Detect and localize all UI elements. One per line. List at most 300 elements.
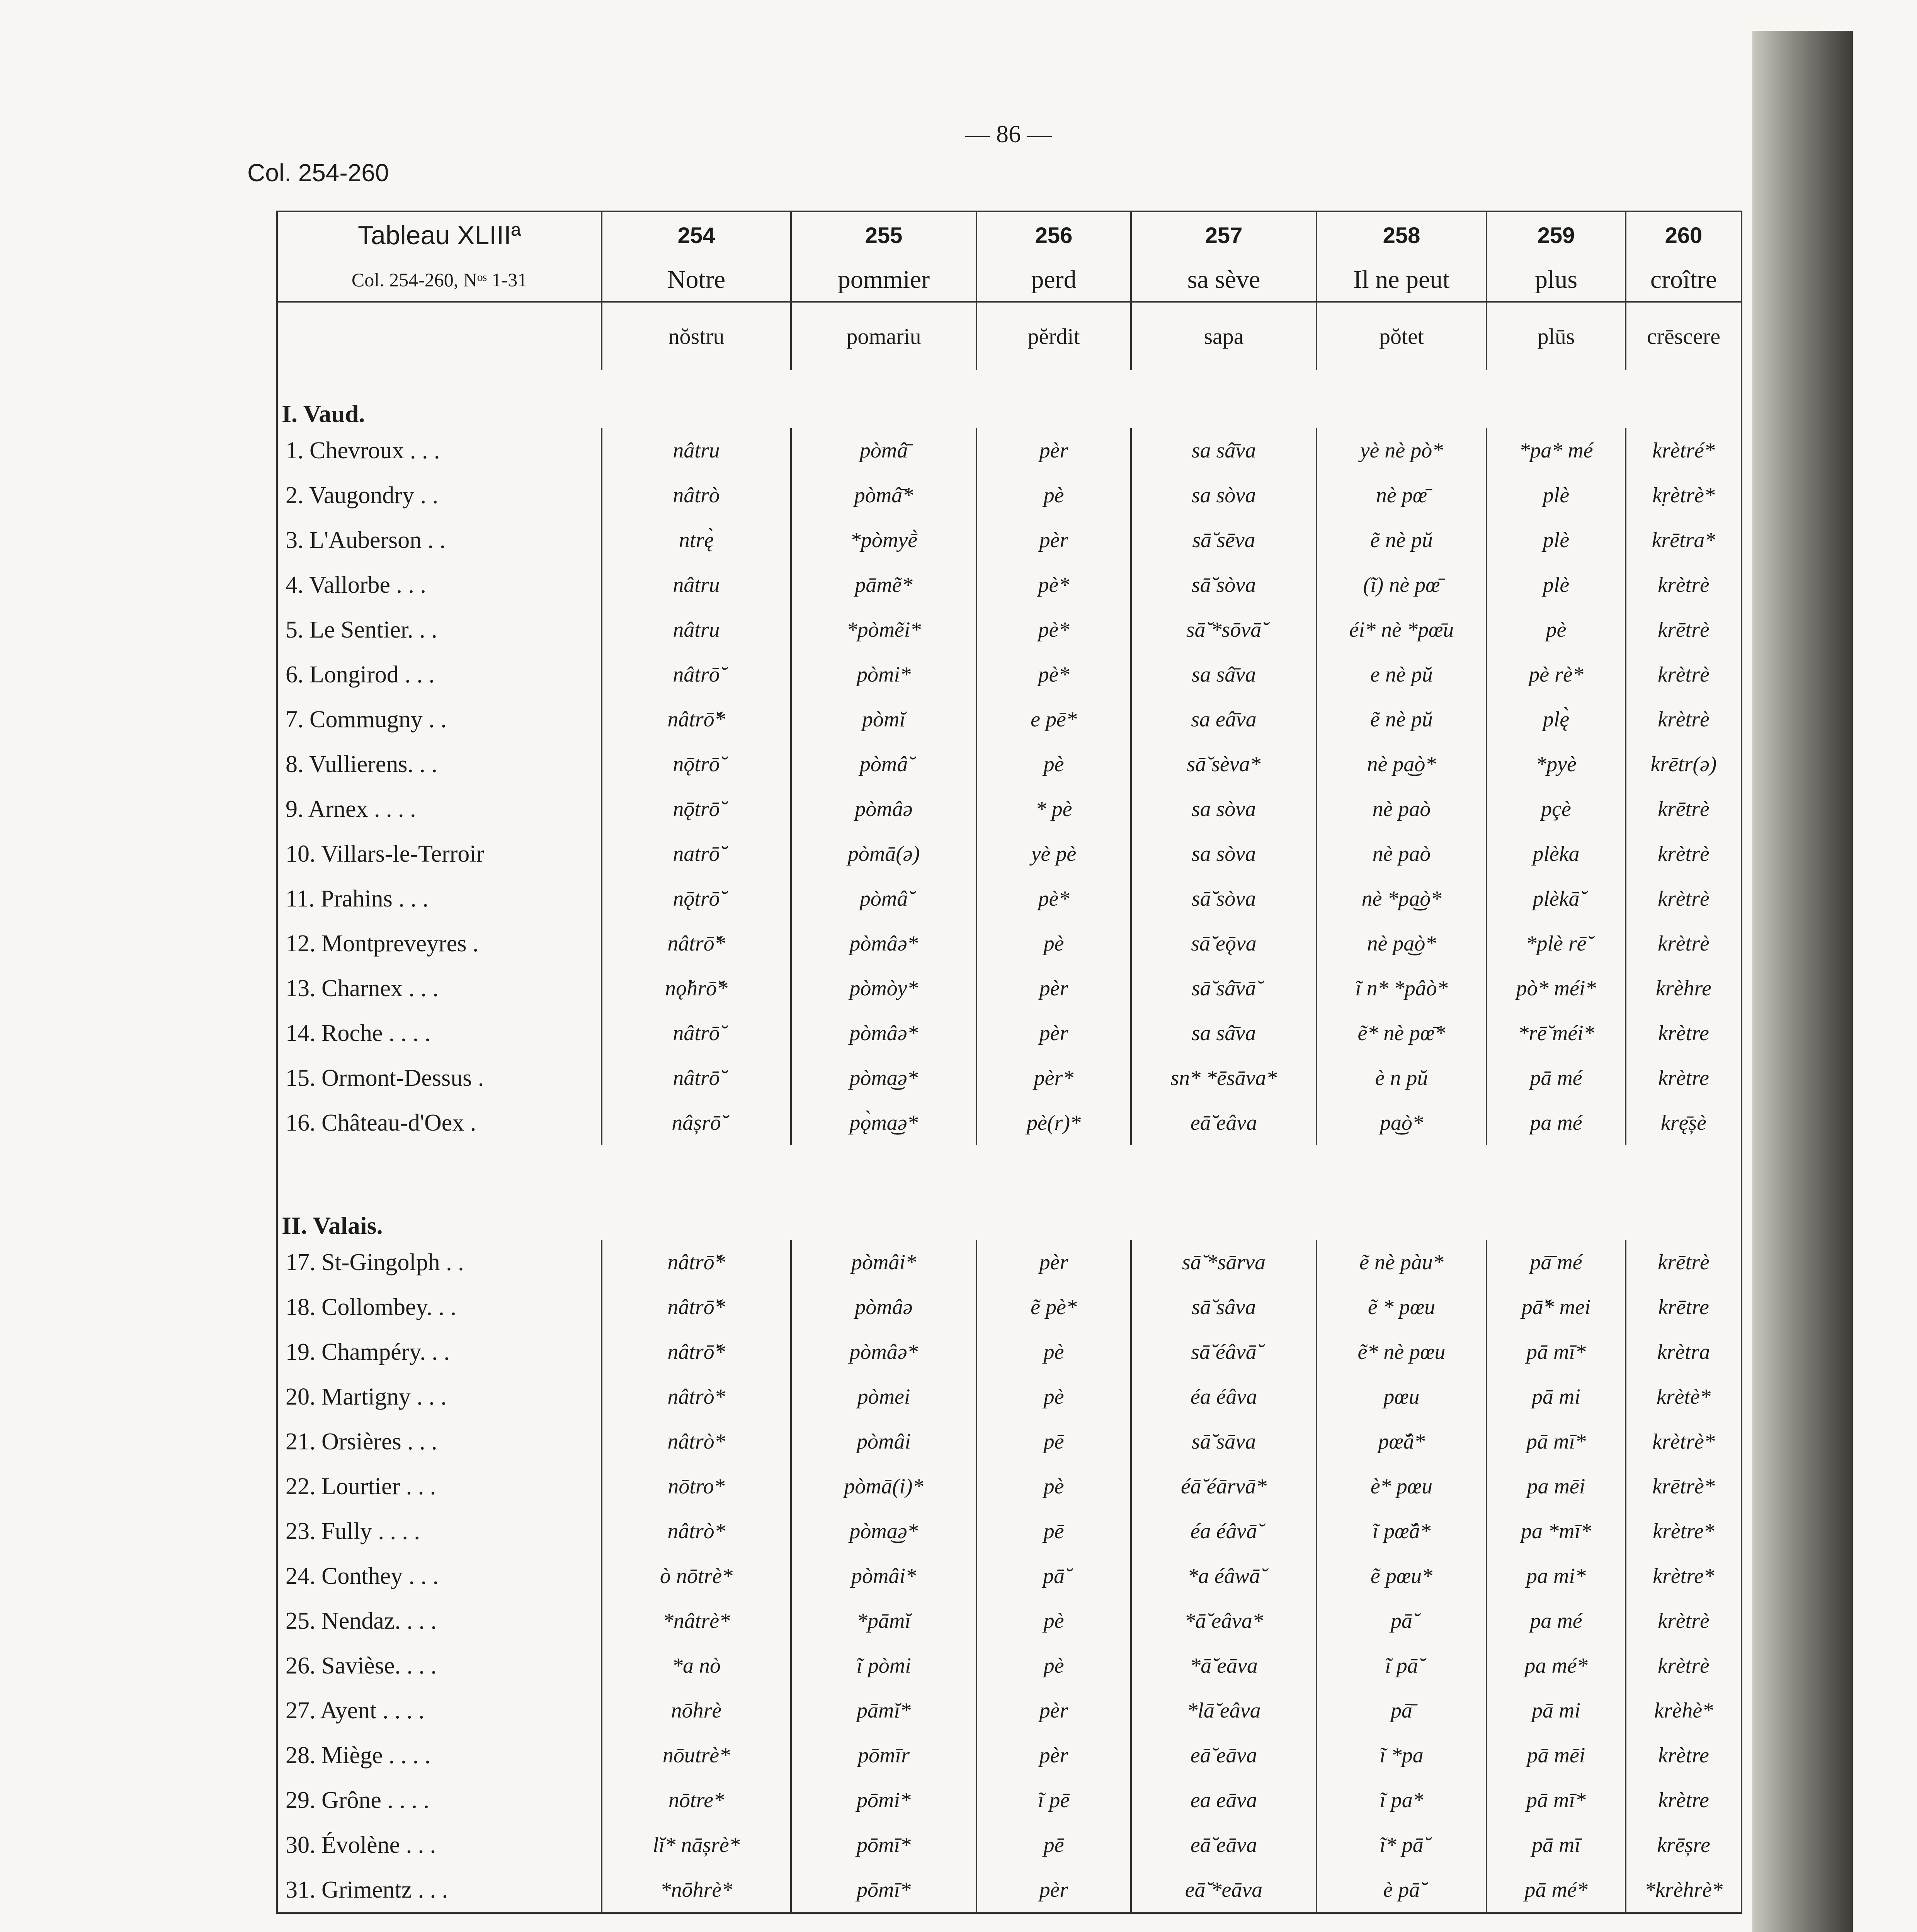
form-cell: nâtrō̆ [602, 1011, 791, 1056]
locality-name: 23. Fully . . . . [277, 1509, 602, 1554]
form-cell: pā mé [1487, 1056, 1626, 1100]
form-cell: ẽ* nè pœ̄* [1317, 1011, 1487, 1056]
form-cell: pòmâ̄ [791, 428, 976, 473]
table-row [277, 832, 1742, 876]
locality-name: 8. Vullierens. . . [277, 742, 602, 787]
column-number: 259 [1487, 211, 1626, 259]
table-row [277, 518, 1742, 563]
form-cell: pa mēi [1487, 1464, 1626, 1509]
table-title: Tableau XLIIIª [277, 211, 602, 259]
form-cell: nōtro* [602, 1464, 791, 1509]
table-row [277, 1509, 1742, 1554]
form-cell: plę̀ [1487, 697, 1626, 742]
form-cell: nè pa͜ò* [1317, 921, 1487, 966]
table-row [277, 1100, 1742, 1145]
book-binding-edge [1752, 31, 1853, 1932]
form-cell: plèka [1487, 832, 1626, 876]
form-cell: sa sâ̄va [1131, 1011, 1317, 1056]
region-header-row [277, 1182, 1742, 1240]
form-cell: nâtrō̆ [602, 652, 791, 697]
locality-name: 31. Grimentz . . . [277, 1867, 602, 1913]
form-cell: nâtrō̆* [602, 921, 791, 966]
form-cell: pè [976, 921, 1131, 966]
form-cell: nâtrò* [602, 1419, 791, 1464]
form-cell: ẽ nè pŭ [1317, 518, 1487, 563]
column-number: 257 [1131, 211, 1317, 259]
column-number: 254 [602, 211, 791, 259]
form-cell: pè* [976, 563, 1131, 607]
form-cell: pçè [1487, 787, 1626, 832]
form-cell: ẽ nè pŭ [1317, 697, 1487, 742]
form-cell: nè paò [1317, 787, 1487, 832]
form-cell: sā̆ eǭva [1131, 921, 1317, 966]
locality-name: 30. Évolène . . . [277, 1823, 602, 1867]
form-cell: sa sòva [1131, 832, 1317, 876]
form-cell: pōmi* [791, 1778, 976, 1823]
locality-name: 2. Vaugondry . . [277, 473, 602, 518]
column-word: perd [976, 259, 1131, 302]
table-row [277, 966, 1742, 1011]
form-cell: è* pœu [1317, 1464, 1487, 1509]
form-cell: pèr [976, 518, 1131, 563]
form-cell: ĩ *pa [1317, 1733, 1487, 1778]
form-cell: pèr [976, 966, 1131, 1011]
form-cell: pā mi [1487, 1374, 1626, 1419]
form-cell: pā mēi [1487, 1733, 1626, 1778]
form-cell: pèr [976, 1733, 1131, 1778]
form-cell: pòmĭ [791, 697, 976, 742]
form-cell: è n pŭ [1317, 1056, 1487, 1100]
locality-name: 9. Arnex . . . . [277, 787, 602, 832]
form-cell: nè pœ̄ [1317, 473, 1487, 518]
form-cell: pōmīr [791, 1733, 976, 1778]
form-cell: pèr [976, 1688, 1131, 1733]
locality-name: 16. Château-d'Oex . [277, 1100, 602, 1145]
form-cell: krètrè [1626, 652, 1742, 697]
form-cell: pè(r)* [976, 1100, 1131, 1145]
form-cell: pò* méi* [1487, 966, 1626, 1011]
form-cell: pē [976, 1419, 1131, 1464]
locality-name: 27. Ayent . . . . [277, 1688, 602, 1733]
locality-name: 11. Prahins . . . [277, 876, 602, 921]
locality-name: 22. Lourtier . . . [277, 1464, 602, 1509]
form-cell: nōutrè* [602, 1733, 791, 1778]
table-row [277, 1374, 1742, 1419]
form-cell: pā̆ [976, 1554, 1131, 1599]
locality-name: 28. Miège . . . . [277, 1733, 602, 1778]
form-cell: pa mé [1487, 1100, 1626, 1145]
form-cell: ẽ pè* [976, 1285, 1131, 1330]
locality-name: 13. Charnex . . . [277, 966, 602, 1011]
table-row [277, 1464, 1742, 1509]
form-cell: pǫ̀ma͜ə* [791, 1100, 976, 1145]
form-cell: pòmâ̄* [791, 473, 976, 518]
form-cell: krètrè [1626, 563, 1742, 607]
form-cell: nâtrō̆* [602, 1285, 791, 1330]
locality-name: 25. Nendaz. . . . [277, 1599, 602, 1643]
form-cell: sā̆ sòva [1131, 876, 1317, 921]
form-cell: pè [976, 1374, 1131, 1419]
table-row [277, 1867, 1742, 1913]
form-cell: yè nè pò* [1317, 428, 1487, 473]
form-cell: krètrè* [1626, 1419, 1742, 1464]
table-row [277, 652, 1742, 697]
form-cell: pòmòy* [791, 966, 976, 1011]
form-cell: ẽ* nè pœu [1317, 1330, 1487, 1374]
form-cell: pè [976, 1464, 1131, 1509]
form-cell: nâșrō̆ [602, 1100, 791, 1145]
form-cell: plè [1487, 473, 1626, 518]
form-cell: nâtrō̆* [602, 697, 791, 742]
form-cell: kṛètrè* [1626, 473, 1742, 518]
locality-name: 1. Chevroux . . . [277, 428, 602, 473]
form-cell: pòmâə* [791, 1330, 976, 1374]
locality-name: 3. L'Auberson . . [277, 518, 602, 563]
form-cell: krētre [1626, 1285, 1742, 1330]
locality-name: 15. Ormont-Dessus . [277, 1056, 602, 1100]
column-word: sa sève [1131, 259, 1317, 302]
form-cell: nâtrō̆* [602, 1330, 791, 1374]
form-cell: sā̆ sāva [1131, 1419, 1317, 1464]
form-cell: pa mé* [1487, 1643, 1626, 1688]
form-cell: krètrè [1626, 832, 1742, 876]
form-cell: pā̆* mei [1487, 1285, 1626, 1330]
form-cell: ĩ pòmi [791, 1643, 976, 1688]
form-cell: pè [976, 1330, 1131, 1374]
table-row [277, 428, 1742, 473]
form-cell: e pē* [976, 697, 1131, 742]
form-cell: pòmâi* [791, 1554, 976, 1599]
form-cell: krètre [1626, 1733, 1742, 1778]
form-cell: pē [976, 1823, 1131, 1867]
form-cell: pā̆ [1317, 1599, 1487, 1643]
form-cell: sā̆ éâvā̆ [1131, 1330, 1317, 1374]
locality-name: 7. Commugny . . [277, 697, 602, 742]
form-cell: pèr [976, 1240, 1131, 1285]
column-word: pommier [791, 259, 976, 302]
form-cell: pè* [976, 652, 1131, 697]
locality-name: 18. Collombey. . . [277, 1285, 602, 1330]
form-cell: sa sâ̄va [1131, 428, 1317, 473]
etymon-spacer [277, 302, 602, 370]
form-cell: sā̆ *sārva [1131, 1240, 1317, 1285]
locality-name: 26. Savièse. . . . [277, 1643, 602, 1688]
form-cell: * pè [976, 787, 1131, 832]
form-cell: nâtru [602, 607, 791, 652]
form-cell: krètrè [1626, 1599, 1742, 1643]
table-row [277, 697, 1742, 742]
form-cell: ĩ pœ̆â* [1317, 1509, 1487, 1554]
form-cell: *lā̆ eâva [1131, 1688, 1317, 1733]
table-row [277, 1733, 1742, 1778]
table-row [277, 1056, 1742, 1100]
form-cell: *a nò [602, 1643, 791, 1688]
locality-name: 14. Roche . . . . [277, 1011, 602, 1056]
table-row [277, 742, 1742, 787]
table-row [277, 1011, 1742, 1056]
locality-name: 5. Le Sentier. . . [277, 607, 602, 652]
form-cell: pòmei [791, 1374, 976, 1419]
column-word: croître [1626, 259, 1742, 302]
form-cell: pè* [976, 876, 1131, 921]
table-row [277, 607, 1742, 652]
form-cell: *pòmyḕ [791, 518, 976, 563]
form-cell: pā mi [1487, 1688, 1626, 1733]
form-cell: pòma͜ə* [791, 1509, 976, 1554]
form-cell: pā̄ [1317, 1688, 1487, 1733]
column-number: 258 [1317, 211, 1487, 259]
form-cell: natrō̆ [602, 832, 791, 876]
table-row [277, 1419, 1742, 1464]
form-cell: sa sòva [1131, 787, 1317, 832]
column-number: 256 [976, 211, 1131, 259]
form-cell: pa mi* [1487, 1554, 1626, 1599]
form-cell: nǭtrō̆ [602, 876, 791, 921]
form-cell: nè pa͜ò* [1317, 742, 1487, 787]
table-row [277, 1554, 1742, 1599]
form-cell: ẽ * pœu [1317, 1285, 1487, 1330]
table-row [277, 1330, 1742, 1374]
form-cell: eā̆ eāva [1131, 1823, 1317, 1867]
form-cell: pā mī* [1487, 1419, 1626, 1464]
form-cell: *pyè [1487, 742, 1626, 787]
form-cell: pòma͜ə* [791, 1056, 976, 1100]
form-cell: *a éâwā̆ [1131, 1554, 1317, 1599]
form-cell: pè [976, 1599, 1131, 1643]
form-cell: pòmâə* [791, 921, 976, 966]
table-row [277, 876, 1742, 921]
form-cell: *nâtrè* [602, 1599, 791, 1643]
form-cell: pè [976, 1643, 1131, 1688]
form-cell: éa éâvā̆ [1131, 1509, 1317, 1554]
form-cell: pòmâə* [791, 1011, 976, 1056]
form-cell: nǫ̆hrō̆* [602, 966, 791, 1011]
table-row [277, 1240, 1742, 1285]
form-cell: è pā̆ [1317, 1867, 1487, 1913]
form-cell: nè paò [1317, 832, 1487, 876]
locality-name: 29. Grône . . . . [277, 1778, 602, 1823]
table-row [277, 1599, 1742, 1643]
form-cell: nǭtrō̆ [602, 787, 791, 832]
form-cell: nōhrè [602, 1688, 791, 1733]
form-cell: nâtrō̆* [602, 1240, 791, 1285]
form-cell: *krèhrè* [1626, 1867, 1742, 1913]
form-cell: *nōhrè* [602, 1867, 791, 1913]
column-number: 260 [1626, 211, 1742, 259]
form-cell: krèhre [1626, 966, 1742, 1011]
form-cell: ò nōtrè* [602, 1554, 791, 1599]
column-word: Notre [602, 259, 791, 302]
form-cell: pœ̆â* [1317, 1419, 1487, 1464]
form-cell: pè [976, 742, 1131, 787]
form-cell: plèkā̆ [1487, 876, 1626, 921]
form-cell: pa͜ò* [1317, 1100, 1487, 1145]
form-cell: ea eāva [1131, 1778, 1317, 1823]
form-cell: sa sòva [1131, 473, 1317, 518]
form-cell: *pāmĭ [791, 1599, 976, 1643]
dialect-table [276, 211, 1742, 1914]
region-name: II. Valais. [277, 1182, 1742, 1240]
form-cell: pòmâə [791, 787, 976, 832]
region-name: I. Vaud. [277, 370, 1742, 428]
column-word: Il ne peut [1317, 259, 1487, 302]
region-spacer [277, 1145, 1742, 1182]
form-cell: pa mé [1487, 1599, 1626, 1643]
form-cell: pāmĭ* [791, 1688, 976, 1733]
form-cell: krètè* [1626, 1374, 1742, 1419]
form-cell: krētrè* [1626, 1464, 1742, 1509]
form-cell: krēșre [1626, 1823, 1742, 1867]
form-cell: nè *pa͜ò* [1317, 876, 1487, 921]
form-cell: krētrè [1626, 607, 1742, 652]
etymon-cell: nŏstru [602, 302, 791, 370]
form-cell: pèr [976, 1011, 1131, 1056]
region-header-row [277, 370, 1742, 428]
form-cell: plè [1487, 518, 1626, 563]
form-cell: krētra* [1626, 518, 1742, 563]
form-cell: pèr* [976, 1056, 1131, 1100]
locality-name: 4. Vallorbe . . . [277, 563, 602, 607]
table-row [277, 1823, 1742, 1867]
form-cell: pòmâə [791, 1285, 976, 1330]
etymon-cell: pomariu [791, 302, 976, 370]
form-cell: ĩ pā̆ [1317, 1643, 1487, 1688]
form-cell: ĩ pē [976, 1778, 1131, 1823]
table-row [277, 473, 1742, 518]
etymon-cell: sapa [1131, 302, 1317, 370]
form-cell: *rē̆ méi* [1487, 1011, 1626, 1056]
form-cell: sā̆ sēva [1131, 518, 1317, 563]
form-cell: ĩ n* *pâò* [1317, 966, 1487, 1011]
form-cell: plè [1487, 563, 1626, 607]
form-cell: krètre [1626, 1778, 1742, 1823]
form-cell: pā mī* [1487, 1778, 1626, 1823]
form-cell: ẽ pœu* [1317, 1554, 1487, 1599]
etymon-cell: crēscere [1626, 302, 1742, 370]
form-cell: pòmā(ə) [791, 832, 976, 876]
form-cell: nâtrò* [602, 1509, 791, 1554]
etymon-cell: pĕrdit [976, 302, 1131, 370]
form-cell: krètre* [1626, 1509, 1742, 1554]
form-cell: pā mī [1487, 1823, 1626, 1867]
locality-name: 10. Villars-le-Terroir [277, 832, 602, 876]
form-cell: sn* *ēsāva* [1131, 1056, 1317, 1100]
form-cell: krètrè [1626, 697, 1742, 742]
form-cell: krētrè [1626, 1240, 1742, 1285]
etymon-cell: pŏtet [1317, 302, 1487, 370]
form-cell: lĭ* nāșrè* [602, 1823, 791, 1867]
form-cell: sā̆ *sōvā̆ [1131, 607, 1317, 652]
column-word: plus [1487, 259, 1626, 302]
table-row [277, 921, 1742, 966]
form-cell: nâtrò [602, 473, 791, 518]
page-number: — 86 — [965, 120, 1052, 148]
form-cell: pòmâi [791, 1419, 976, 1464]
form-cell: pòmâ̆ [791, 876, 976, 921]
form-cell: *ā̆ eāva [1131, 1643, 1317, 1688]
table-row [277, 1285, 1742, 1330]
form-cell: ẽ nè pàu* [1317, 1240, 1487, 1285]
form-cell: sā̆ sâva [1131, 1285, 1317, 1330]
form-cell: sa eâ̄va [1131, 697, 1317, 742]
form-cell: nâtru [602, 428, 791, 473]
form-cell: ntrę̀ [602, 518, 791, 563]
form-cell: krètré* [1626, 428, 1742, 473]
form-cell: (ĩ) nè pœ̄ [1317, 563, 1487, 607]
form-cell: *plè rē̆ [1487, 921, 1626, 966]
form-cell: *pa* mé [1487, 428, 1626, 473]
etymon-cell: plūs [1487, 302, 1626, 370]
locality-name: 24. Conthey . . . [277, 1554, 602, 1599]
form-cell: ĩ pa* [1317, 1778, 1487, 1823]
form-cell: pòmi* [791, 652, 976, 697]
form-cell: e nè pŭ [1317, 652, 1487, 697]
form-cell: *ā̆ eâva* [1131, 1599, 1317, 1643]
form-cell: nâtrō̆ [602, 1056, 791, 1100]
form-cell: pōmī* [791, 1867, 976, 1913]
form-cell: pā̄ mé [1487, 1240, 1626, 1285]
form-cell: pè rè* [1487, 652, 1626, 697]
form-cell: eā̆ eâva [1131, 1100, 1317, 1145]
form-cell: pè* [976, 607, 1131, 652]
locality-name: 12. Montpreveyres . [277, 921, 602, 966]
form-cell: éā̆ éārvā* [1131, 1464, 1317, 1509]
form-cell: yè pè [976, 832, 1131, 876]
form-cell: pèr [976, 1867, 1131, 1913]
form-cell: pòmâi* [791, 1240, 976, 1285]
form-cell: krètrè [1626, 1643, 1742, 1688]
form-cell: krètre* [1626, 1554, 1742, 1599]
form-cell: pèr [976, 428, 1131, 473]
form-cell: pa *mī* [1487, 1509, 1626, 1554]
form-cell: krètrè [1626, 921, 1742, 966]
form-cell: pā mé* [1487, 1867, 1626, 1913]
form-cell: krèhè* [1626, 1688, 1742, 1733]
form-cell: nâtrò* [602, 1374, 791, 1419]
form-cell: eā̆ eāva [1131, 1733, 1317, 1778]
form-cell: sa sâ̄va [1131, 652, 1317, 697]
table-row [277, 563, 1742, 607]
locality-name: 21. Orsières . . . [277, 1419, 602, 1464]
form-cell: pòmâ̆ [791, 742, 976, 787]
table-row [277, 1688, 1742, 1733]
form-cell: pōmī* [791, 1823, 976, 1867]
table-row [277, 787, 1742, 832]
etymon-row [277, 302, 1742, 370]
form-cell: *pòmẽi* [791, 607, 976, 652]
form-cell: krètra [1626, 1330, 1742, 1374]
form-cell: krètrè [1626, 876, 1742, 921]
form-cell: pè [1487, 607, 1626, 652]
form-cell: pā mī* [1487, 1330, 1626, 1374]
form-cell: pœu [1317, 1374, 1487, 1419]
form-cell: pòmā(i)* [791, 1464, 976, 1509]
form-cell: pē [976, 1509, 1131, 1554]
locality-name: 17. St-Gingolph . . [277, 1240, 602, 1285]
form-cell: nǭtrō̆ [602, 742, 791, 787]
form-cell: eā̆ *eāva [1131, 1867, 1317, 1913]
form-cell: ĩ* pā̆ [1317, 1823, 1487, 1867]
locality-name: 6. Longirod . . . [277, 652, 602, 697]
form-cell: krę̄șè [1626, 1100, 1742, 1145]
locality-name: 19. Champéry. . . [277, 1330, 602, 1374]
form-cell: sā̆ sèva* [1131, 742, 1317, 787]
form-cell: nōtre* [602, 1778, 791, 1823]
form-cell: nâtru [602, 563, 791, 607]
column-reference: Col. 254-260 [247, 159, 389, 187]
form-cell: pè [976, 473, 1131, 518]
form-cell: krètre [1626, 1011, 1742, 1056]
